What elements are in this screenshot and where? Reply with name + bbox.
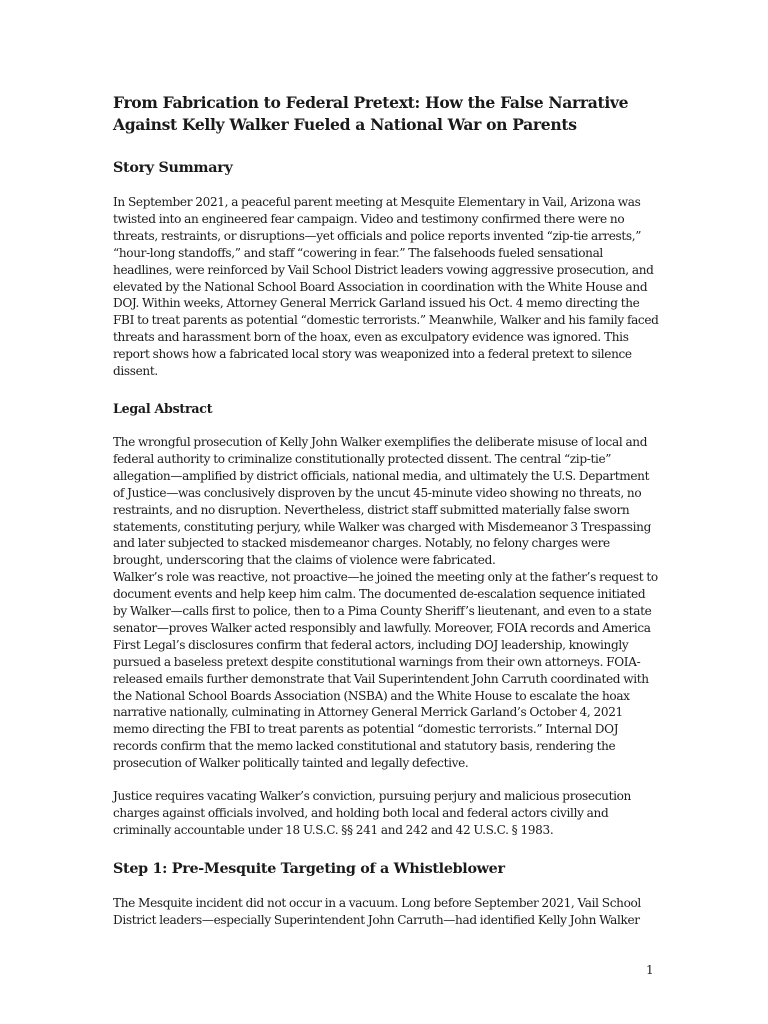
- legal-abstract-paragraph-1: The wrongful prosecution of Kelly John Walker exemplifies the deliberate misuse of local and federal authority to criminalize constitutionally protected dissent. The central “zip-tie” allegation—amplified by district officials, national media, and ultimately the U.S. Department of Justice—was conclusively disproven by the uncut 45-minute video showing no threats, no restraints, and no disruption. Nevertheless, district staff submitted materially false sworn statements, constituting perjury, while Walker was charged with Misdemeanor 3 Trespassing and later subjected to stacked misdemeanor charges. Notably, no felony charges were brought, underscoring that the claims of violence were fabricated.: [113, 434, 651, 568]
- story-summary-heading: Story Summary: [113, 160, 233, 176]
- step-1-heading: Step 1: Pre-Mesquite Targeting of a Whistleblower: [113, 860, 505, 877]
- step-1-body: The Mesquite incident did not occur in a vacuum. Long before September 2021, Vail School District leaders—especially Superintendent John Carruth—had identified Kelly John Walker: [113, 895, 641, 927]
- legal-abstract-paragraph-3: Justice requires vacating Walker’s conviction, pursuing perjury and malicious prosecution charges against officials involved, and holding both local and federal actors civilly and criminally accountable under 18 U.S.C. §§ 241 and 242 and 42 U.S.C. § 1983.: [113, 789, 631, 837]
- story-summary-body: In September 2021, a peaceful parent meeting at Mesquite Elementary in Vail, Arizona was twisted into an engineered fear campaign. Video and testimony confirmed there were no threats, restraints, or disruptions—yet officials and police reports invented “zip-tie arrests,” “hour-long standoffs,” and staff “cowering in fear.” The falsehoods fueled sensational headlines, were reinforced by Vail School District leaders vowing aggressive prosecution, and elevated by the National School Board Association in coordination with the White House and DOJ. Within weeks, Attorney General Merrick Garland issued his Oct. 4 memo directing the FBI to treat parents as potential “domestic terrorists.” Meanwhile, Walker and his family faced threats and harassment born of the hoax, even as exculpatory evidence was ignored. This report shows how a fabricated local story was weaponized into a federal pretext to silence dissent.: [113, 195, 659, 379]
- document-page: [113, 92, 659, 929]
- legal-abstract-paragraph-2: Walker’s role was reactive, not proactive—he joined the meeting only at the father’s request to document events and help keep him calm. The documented de-escalation sequence initiated by Walker—calls first to police, then to a Pima County Sheriff’s lieutenant, and even to a state senator—proves Walker acted responsibly and lawfully. Moreover, FOIA records and America First Legal’s disclosures confirm that federal actors, including DOJ leadership, knowingly pursued a baseless pretext despite constitutional warnings from their own attorneys. FOIA-released emails further demonstrate that Vail Superintendent John Carruth coordinated with the National School Boards Association (NSBA) and the White House to escalate the hoax narrative nationally, culminating in Attorney General Merrick Garland’s October 4, 2021 memo directing the FBI to treat parents as potential “domestic terrorists.” Internal DOJ records confirm that the memo lacked constitutional and statutory basis, rendering the prosecution of Walker politically tainted and legally defective.: [113, 570, 658, 771]
- legal-abstract-heading: Legal Abstract: [113, 400, 213, 416]
- page-number: 1: [646, 963, 654, 977]
- document-title: From Fabrication to Federal Pretext: How the False Narrative Against Kelly Walker Fueled a National War on Parents: [113, 93, 629, 134]
